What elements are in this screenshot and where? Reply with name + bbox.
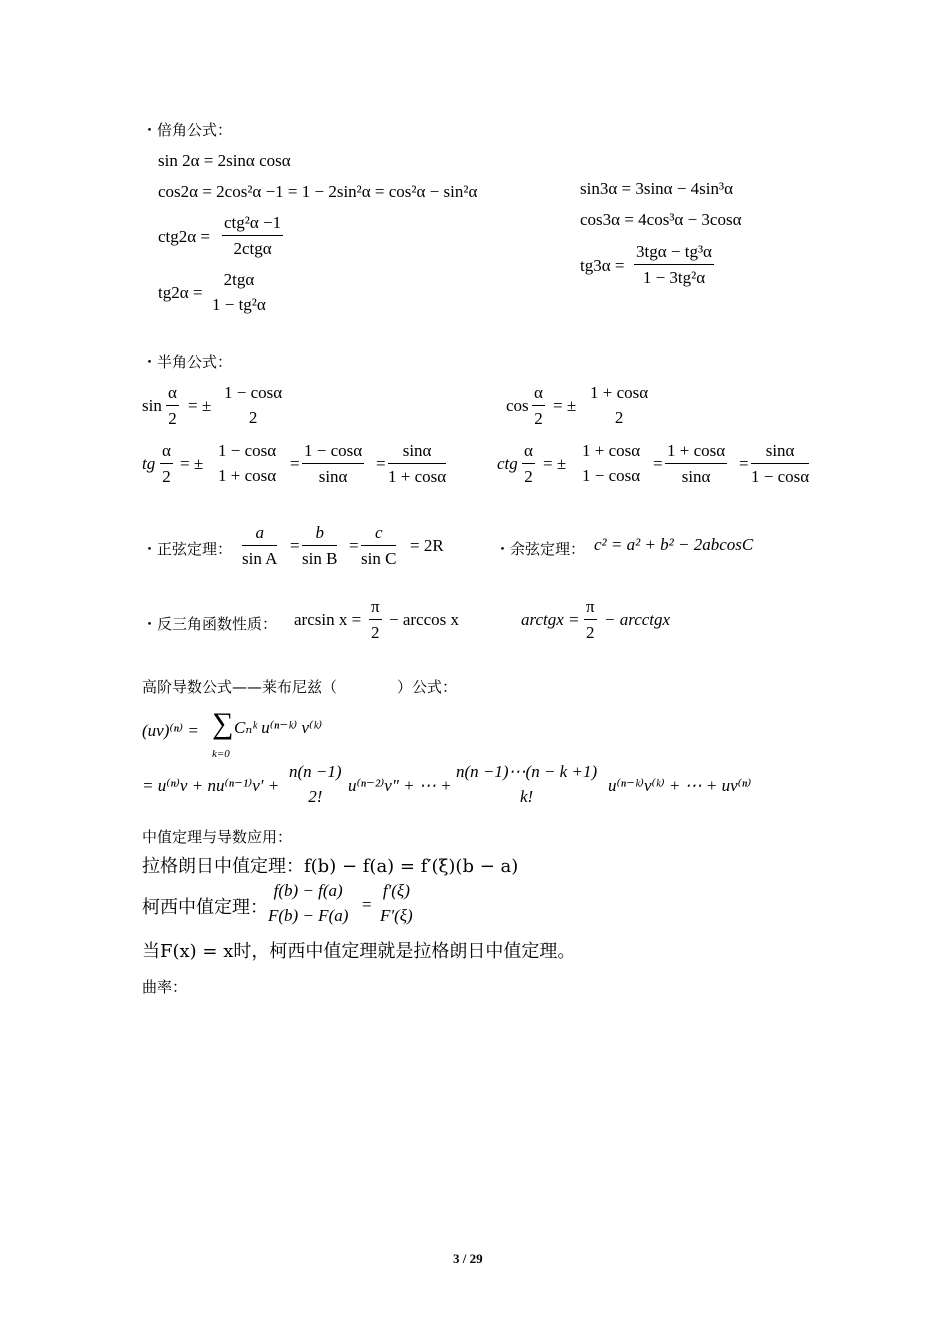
half-cos-alpha-over-2 xyxy=(532,383,545,429)
double-angle-heading: ・倍角公式： xyxy=(142,121,233,139)
inverse-trig-label: ・反三角函数性质： xyxy=(142,615,278,633)
half-tg-frac-2 xyxy=(302,441,364,487)
half-tg-radicand xyxy=(216,441,278,486)
leibniz-frac-1 xyxy=(287,762,344,807)
pi-over-2 xyxy=(369,597,382,643)
frac-den: F′(ξ) xyxy=(380,906,413,925)
half-ctg-frac-2 xyxy=(665,441,727,487)
formula-tg3a-fraction xyxy=(634,242,714,288)
curvature-heading: 曲率： xyxy=(142,978,188,996)
alpha: α xyxy=(166,383,179,406)
frac-num: n(n −1) xyxy=(289,762,342,781)
formula-sin3a: sin3α = 3sinα − 4sin³α xyxy=(580,179,734,198)
half-ctg-lhs: ctg xyxy=(497,454,518,473)
leibniz-heading: 高阶导数公式——莱布尼兹（ ）公式： xyxy=(142,678,458,696)
frac-num: 1 − cosα xyxy=(302,441,364,464)
frac-num: f(b) − f(a) xyxy=(273,881,343,900)
radicand-num: 1 + cosα xyxy=(582,441,641,460)
half-ctg-radicand xyxy=(580,441,642,486)
cauchy-frac-right xyxy=(380,881,413,926)
leibniz-expansion-a: = u⁽ⁿ⁾v + nu⁽ⁿ⁻¹⁾v′ + xyxy=(142,776,280,795)
sine-law-label: ・正弦定理： xyxy=(142,540,233,558)
cosine-law-label: ・余弦定理： xyxy=(495,540,586,558)
frac-den: 1 − cosα xyxy=(751,467,810,486)
leibniz-lhs: (uv)⁽ⁿ⁾ = xyxy=(142,721,199,740)
formula-tg3a-lhs: tg3α = xyxy=(580,256,625,275)
ctg2a-numerator: ctg²α −1 xyxy=(222,213,283,236)
sine-law-frac-a xyxy=(242,523,277,569)
frac-den: k! xyxy=(519,787,534,806)
half-ctg-alpha-over-2 xyxy=(522,441,535,487)
eq-sign: = xyxy=(376,454,386,473)
radicand-den: 2 xyxy=(248,408,258,427)
alpha: α xyxy=(160,441,173,464)
eq-sign: = xyxy=(290,536,300,555)
half-sin-radicand xyxy=(222,383,284,428)
half-cos-eq: = ± xyxy=(553,396,577,415)
half-sin-lhs: sin xyxy=(142,396,162,415)
frac-num: 1 + cosα xyxy=(665,441,727,464)
formula-ctg2a-lhs: ctg2α = xyxy=(158,227,211,246)
alpha: α xyxy=(532,383,545,406)
radicand-den: 1 + cosα xyxy=(218,466,277,485)
tg3a-numerator: 3tgα − tg³α xyxy=(634,242,714,265)
eq-sign: = xyxy=(739,454,749,473)
frac-num: a xyxy=(242,523,277,546)
frac-num: sinα xyxy=(388,441,446,464)
frac-num: sinα xyxy=(751,441,809,464)
sum-sign: ∑ xyxy=(212,707,234,740)
frac-den: F(b) − F(a) xyxy=(268,906,349,925)
radicand-num: 1 − cosα xyxy=(218,441,277,460)
page-number: 3 / 29 xyxy=(453,1251,483,1266)
cauchy-note: 当F(x) = x时，柯西中值定理就是拉格朗日中值定理。 xyxy=(142,941,576,962)
sine-law-rhs: = 2R xyxy=(410,536,444,555)
half-angle-heading: ・半角公式： xyxy=(142,353,233,371)
two: 2 xyxy=(586,623,595,642)
cauchy-mvt-label: 柯西中值定理： xyxy=(142,897,268,918)
arctg-rhs: − arcctgx xyxy=(604,610,671,629)
half-tg-lhs: tg xyxy=(142,454,156,473)
half-tg-alpha-over-2 xyxy=(160,441,173,487)
radicand-num: 1 + cosα xyxy=(590,383,649,402)
two: 2 xyxy=(534,409,543,428)
eq-sign: = xyxy=(349,536,359,555)
two: 2 xyxy=(371,623,380,642)
half-sin-eq: = ± xyxy=(188,396,212,415)
half-cos-radicand xyxy=(588,383,650,428)
half-tg-frac-3 xyxy=(388,441,446,487)
frac-den: sinα xyxy=(681,467,711,486)
frac-den: 2! xyxy=(308,787,323,806)
frac-den: sin A xyxy=(242,549,278,568)
cauchy-frac-left xyxy=(268,881,348,926)
frac-num: f′(ξ) xyxy=(382,881,410,900)
radicand-den: 2 xyxy=(614,408,624,427)
frac-den: 1 + cosα xyxy=(388,467,447,486)
sine-law-frac-c xyxy=(361,523,396,569)
eq-sign: = xyxy=(362,895,372,914)
alpha: α xyxy=(522,441,535,464)
formula-cos2a: cos2α = 2cos²α −1 = 1 − 2sin²α = cos²α − sin²α xyxy=(158,182,478,201)
eq-sign: = xyxy=(290,454,300,473)
formula-cos3a: cos3α = 4cos³α − 3cosα xyxy=(580,210,742,229)
formula-tg2a-lhs: tg2α = xyxy=(158,283,203,302)
half-ctg-frac-3 xyxy=(751,441,809,487)
half-cos-lhs: cos xyxy=(506,396,529,415)
leibniz-frac-2 xyxy=(454,762,599,807)
half-tg-eq: = ± xyxy=(180,454,204,473)
leibniz-expansion-b: u⁽ⁿ⁻²⁾v″ + ⋯ + xyxy=(348,776,452,795)
tg3a-denominator: 1 − 3tg²α xyxy=(642,268,706,287)
ctg2a-denominator: 2ctgα xyxy=(233,239,272,258)
arcsin-rhs: − arccos x xyxy=(389,610,460,629)
formula-ctg2a-fraction xyxy=(222,213,283,259)
two: 2 xyxy=(162,467,171,486)
frac-num: c xyxy=(361,523,396,546)
eq-sign: = xyxy=(653,454,663,473)
arcsin-lhs: arcsin x = xyxy=(294,610,362,629)
two: 2 xyxy=(168,409,177,428)
mvt-heading: 中值定理与导数应用： xyxy=(142,828,293,846)
pi-over-2 xyxy=(584,597,597,643)
half-sin-alpha-over-2 xyxy=(166,383,179,429)
frac-den: sin B xyxy=(302,549,338,568)
lagrange-mvt: 拉格朗日中值定理：f(b) − f(a) = f′(ξ)(b − a) xyxy=(142,856,519,877)
sum-lower-limit: k=0 xyxy=(212,748,230,760)
tg2a-numerator: 2tgα xyxy=(223,270,255,289)
frac-num: n(n −1)⋯(n − k +1) xyxy=(456,762,598,781)
cosine-law-formula: c² = a² + b² − 2abcosC xyxy=(594,535,754,554)
leibniz-expansion-c: u⁽ⁿ⁻ᵏ⁾v⁽ᵏ⁾ + ⋯ + uv⁽ⁿ⁾ xyxy=(608,776,752,795)
sine-law-frac-b xyxy=(302,523,337,569)
frac-den: sinα xyxy=(318,467,348,486)
two: 2 xyxy=(524,467,533,486)
radicand-den: 1 − cosα xyxy=(582,466,641,485)
frac-num: b xyxy=(302,523,337,546)
leibniz-sum-term: Cₙᵏ u⁽ⁿ⁻ᵏ⁾ v⁽ᵏ⁾ xyxy=(234,718,323,737)
formula-sin2a: sin 2α = 2sinα cosα xyxy=(158,151,291,170)
tg2a-denominator: 1 − tg²α xyxy=(212,295,266,314)
radicand-num: 1 − cosα xyxy=(224,383,283,402)
arctg-lhs: arctgx = xyxy=(521,610,580,629)
formula-tg2a-fraction xyxy=(212,270,266,315)
half-ctg-eq: = ± xyxy=(543,454,567,473)
frac-den: sin C xyxy=(361,549,397,568)
pi: π xyxy=(584,597,597,620)
pi: π xyxy=(369,597,382,620)
